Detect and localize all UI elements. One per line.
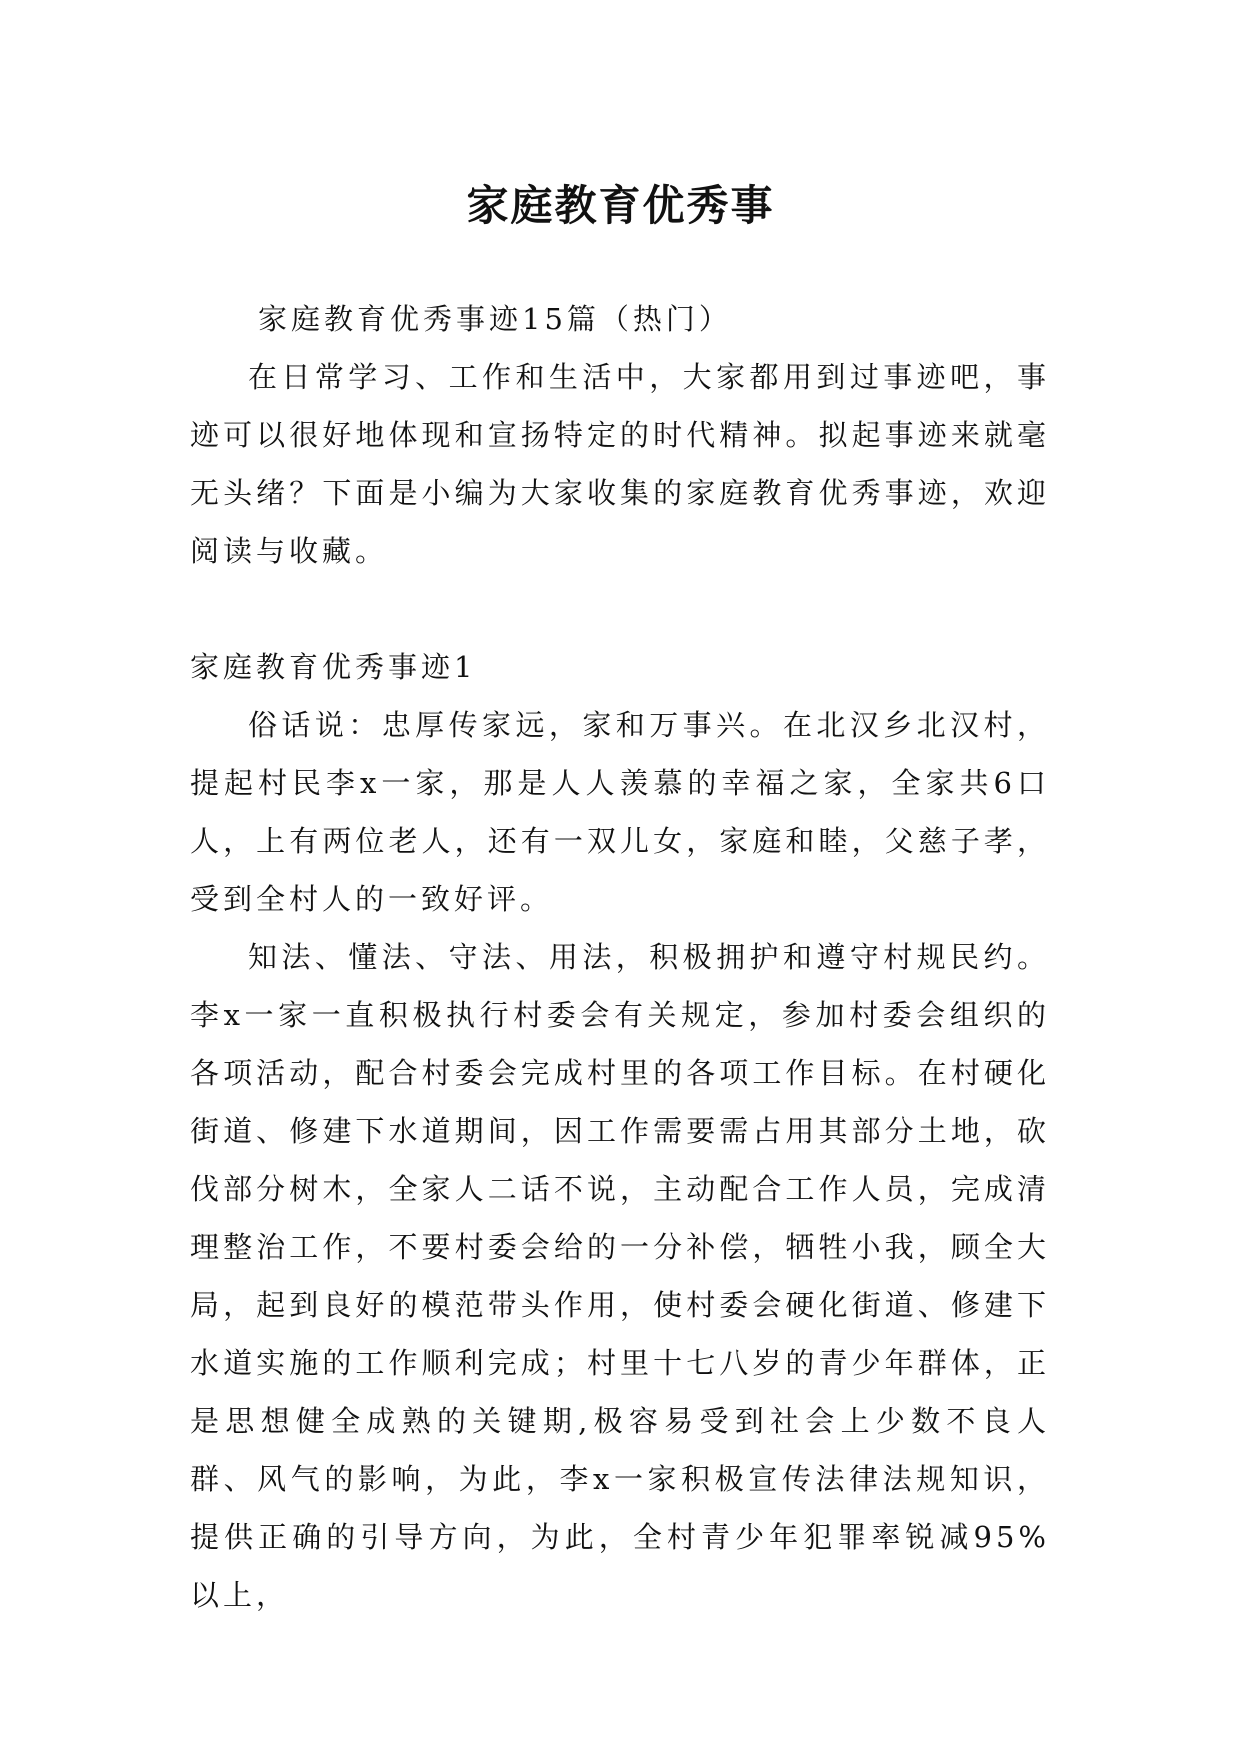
body-paragraph: 知法、懂法、守法、用法，积极拥护和遵守村规民约。李x一家一直积极执行村委会有关规定，参加村委会组织的各项活动，配合村委会完成村里的各项工作目标。在村硬化街道、修建下水道期间，因工作需要需占用其部分土地，砍伐部分树木，全家人二话不说，主动配合工作人员，完成清理整治工作，不要村委会给的一分补偿，牺牲小我，顾全大局，起到良好的模范带头作用，使村委会硬化街道、修建下水道实施的工作顺利完成；村里十七八岁的青少年群体，正是思想健全成熟的关键期,极容易受到社会上少数不良人群、风气的影响，为此，李x一家积极宣传法律法规知识，提供正确的引导方向，为此，全村青少年犯罪率锐减95%以上， [190,940,1050,1612]
document-body [190,290,1050,1624]
intro-paragraph: 在日常学习、工作和生活中，大家都用到过事迹吧，事迹可以很好地体现和宣扬特定的时代精神。拟起事迹来就毫无头绪？下面是小编为大家收集的家庭教育优秀事迹，欢迎阅读与收藏。 [190,360,1050,568]
section-heading: 家庭教育优秀事迹1 [190,650,477,684]
page-title: 家庭教育优秀事 [466,181,775,231]
body-paragraph: 俗话说：忠厚传家远，家和万事兴。在北汉乡北汉村，提起村民李x一家，那是人人羡慕的幸福之家，全家共6口人，上有两位老人，还有一双儿女，家庭和睦，父慈子孝，受到全村人的一致好评。 [190,708,1050,916]
document-subtitle: 家庭教育优秀事迹15篇（热门） [258,302,732,336]
